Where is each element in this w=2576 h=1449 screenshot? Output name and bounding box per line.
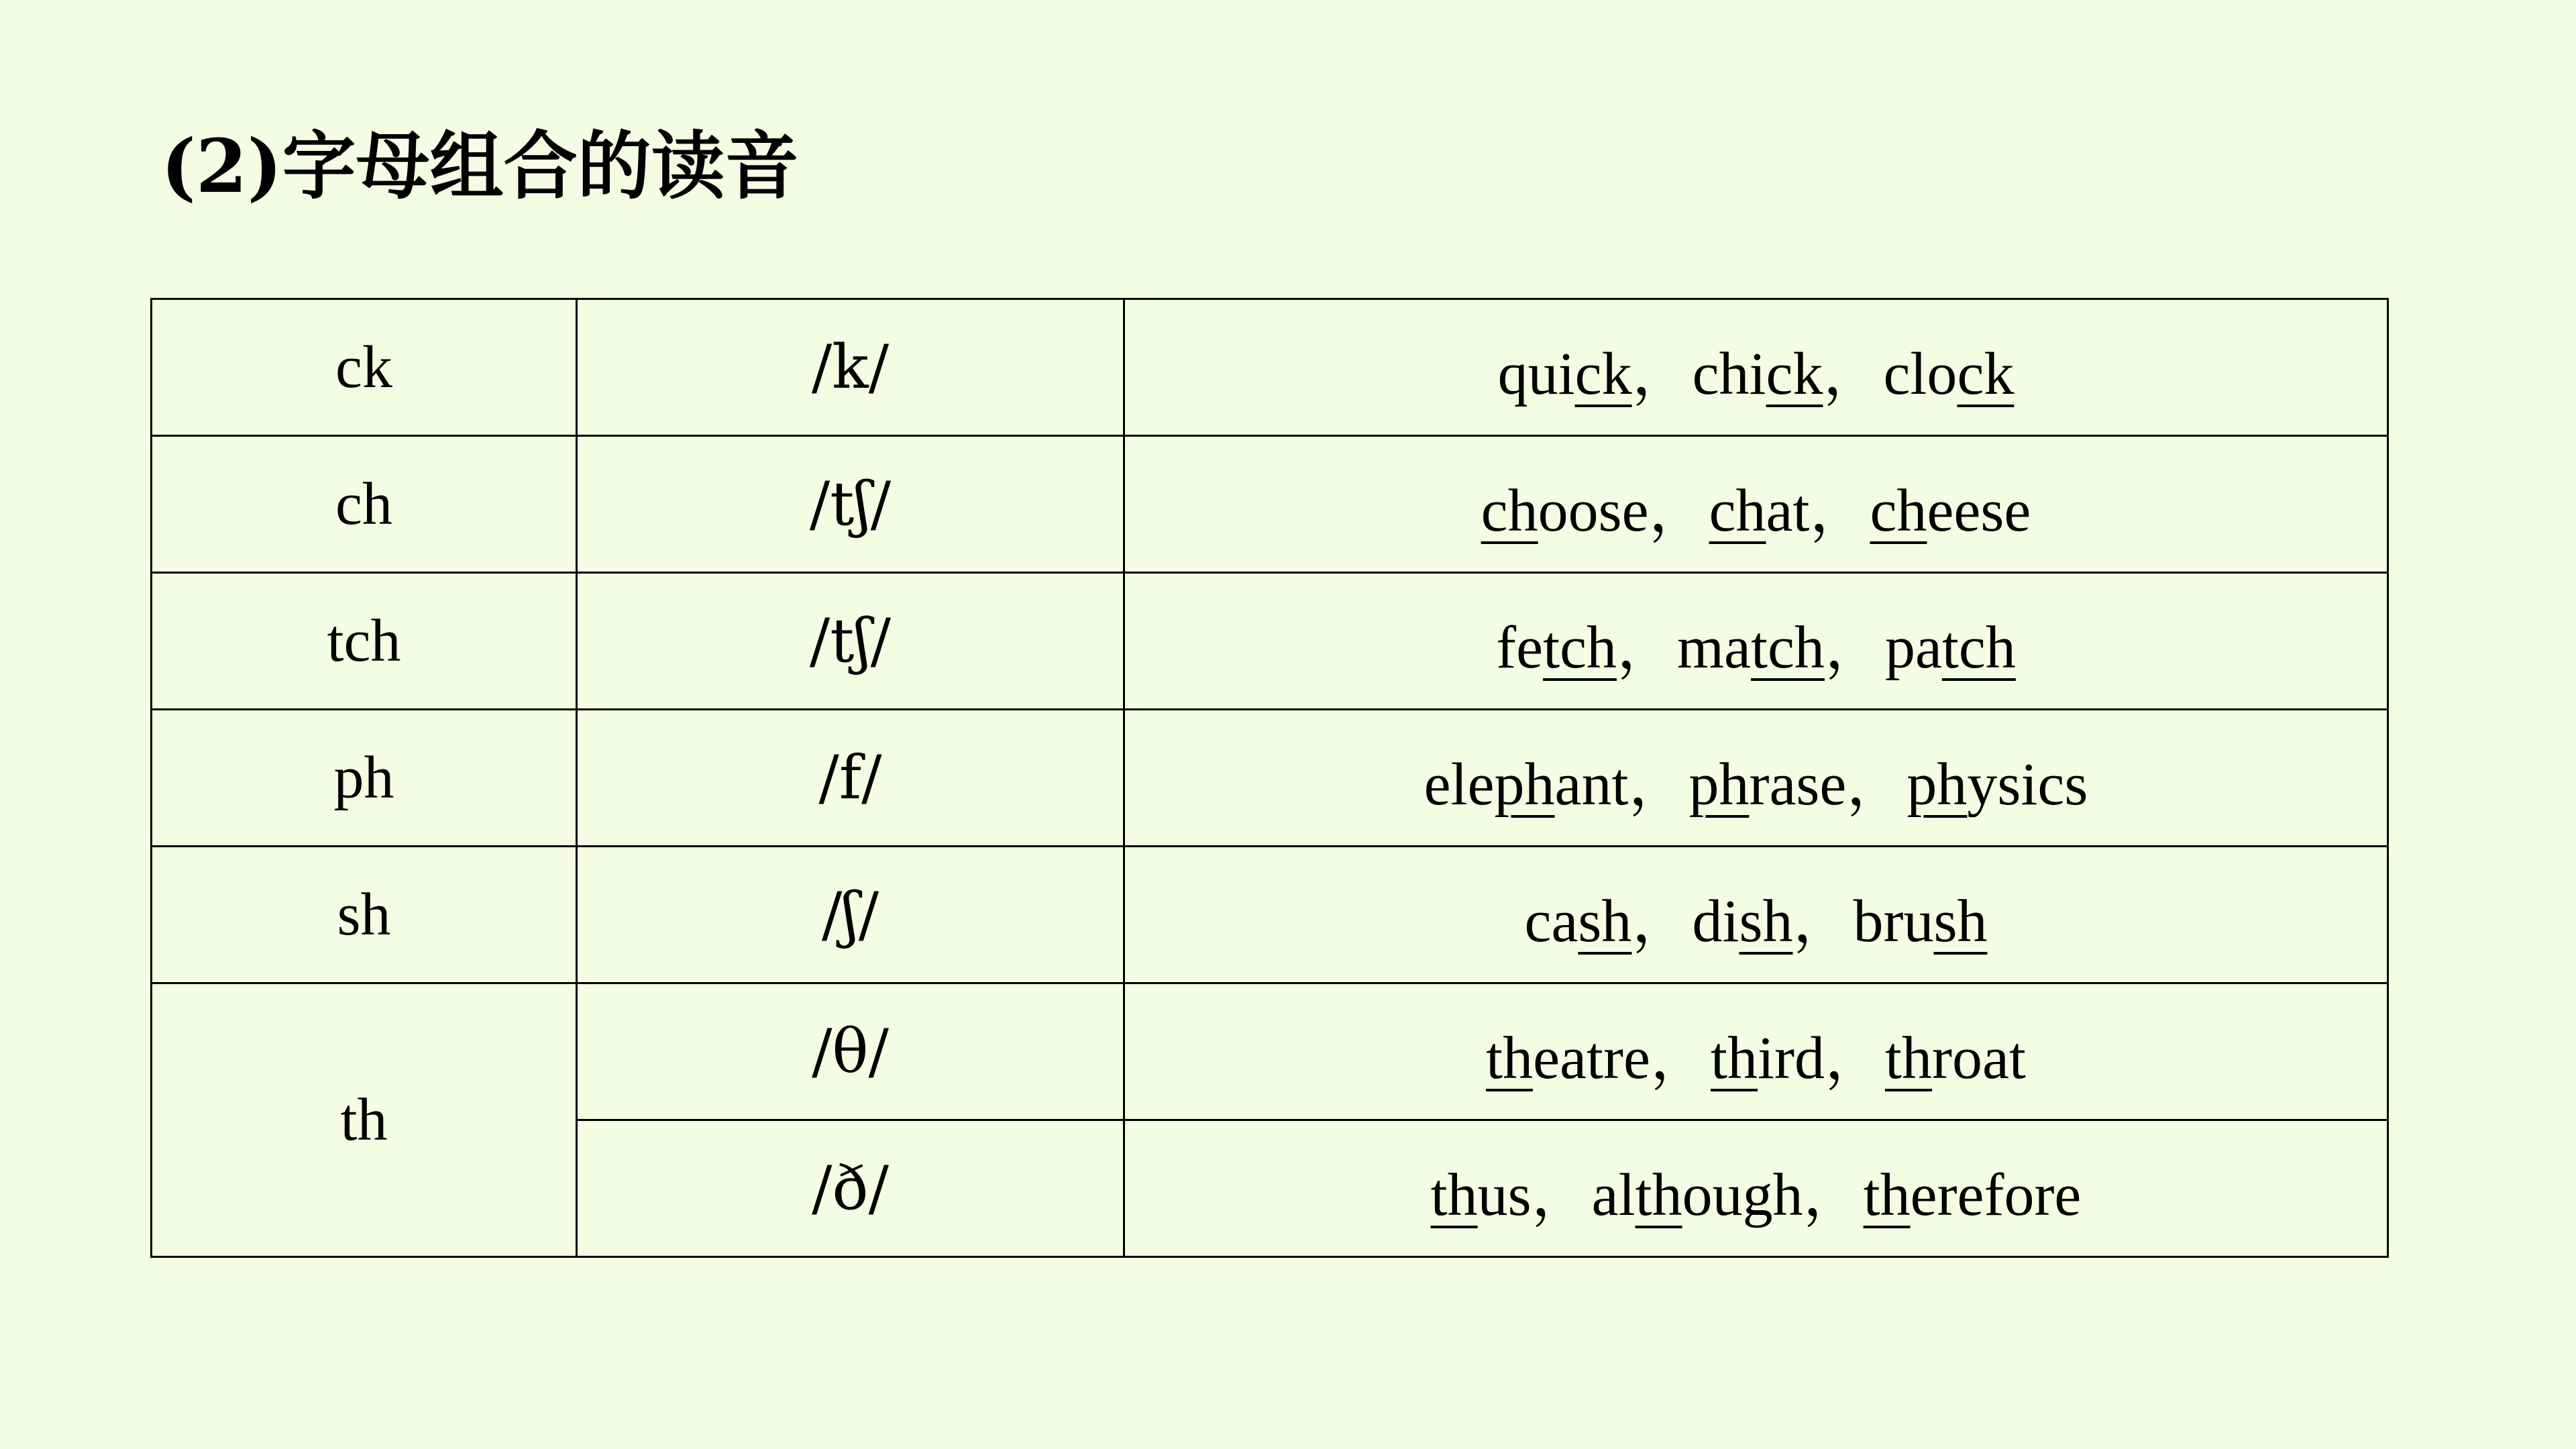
word-part: us <box>1477 1161 1532 1228</box>
letter-combination: tch <box>152 573 577 710</box>
example-word <box>1885 614 2016 681</box>
letter-combination: th <box>152 983 577 1257</box>
word-part: ysics <box>1967 751 2088 818</box>
example-word <box>1883 341 2014 407</box>
example-word <box>1711 1025 1825 1091</box>
letter-combination-table <box>150 298 2389 1258</box>
table-row <box>152 299 2388 436</box>
example-word <box>1907 751 2088 818</box>
phonetic-symbol: /tʃ/ <box>577 573 1124 710</box>
underlined-letters: sh <box>1933 888 1988 955</box>
word-separator: ， <box>1803 1161 1864 1228</box>
word-part: eatre <box>1533 1024 1650 1091</box>
example-word <box>1864 1162 2082 1228</box>
word-part: oose <box>1538 477 1649 544</box>
underlined-letters: th <box>1884 1024 1932 1091</box>
word-part: ant <box>1554 751 1629 818</box>
word-separator: ， <box>1650 1024 1711 1091</box>
example-words <box>1124 710 2388 847</box>
table-row <box>152 847 2388 983</box>
word-part: chi <box>1692 340 1766 407</box>
underlined-letters: ch <box>1709 477 1766 544</box>
underlined-letters: sh <box>1578 888 1632 955</box>
word-part: fe <box>1496 614 1544 681</box>
word-separator: ， <box>1824 614 1885 681</box>
example-word <box>1677 614 1825 681</box>
table-row <box>152 436 2388 573</box>
table-row <box>152 710 2388 847</box>
example-word <box>1498 341 1632 407</box>
word-separator: ， <box>1823 340 1884 407</box>
word-separator: ， <box>1631 888 1693 955</box>
letter-combination: ck <box>152 299 577 436</box>
phonetic-symbol: /f/ <box>577 710 1124 847</box>
word-separator: ， <box>1809 477 1870 544</box>
example-words <box>1124 847 2388 983</box>
example-words <box>1124 1120 2388 1257</box>
word-separator: ， <box>1631 340 1693 407</box>
word-part: clo <box>1883 340 1957 407</box>
word-part: bru <box>1853 888 1934 955</box>
underlined-letters: sh <box>1739 888 1793 955</box>
underlined-letters: tch <box>1941 614 2016 681</box>
word-part: ird <box>1757 1024 1825 1091</box>
example-words <box>1124 436 2388 573</box>
word-part: rase <box>1749 751 1847 818</box>
word-separator: ， <box>1617 614 1678 681</box>
word-part: pa <box>1884 614 1942 681</box>
example-word <box>1853 888 1987 955</box>
example-word <box>1692 888 1792 955</box>
underlined-letters: th <box>1430 1161 1478 1228</box>
example-word <box>1486 1025 1650 1091</box>
underlined-letters: ch <box>1870 477 1927 544</box>
word-part: at <box>1766 477 1810 544</box>
phonetic-symbol: /tʃ/ <box>577 436 1124 573</box>
table-row <box>152 573 2388 710</box>
word-part: ough <box>1682 1161 1803 1228</box>
word-part: roat <box>1931 1024 2026 1091</box>
phonetic-symbol: /θ/ <box>577 983 1124 1120</box>
letter-combination: ph <box>152 710 577 847</box>
example-word <box>1431 1162 1532 1228</box>
example-word <box>1525 888 1632 955</box>
underlined-letters: ck <box>1574 340 1632 407</box>
example-word <box>1592 1162 1803 1228</box>
word-part: ele <box>1424 751 1495 818</box>
underlined-letters: ch <box>1481 477 1538 544</box>
underlined-letters: ph <box>1688 751 1750 818</box>
table-row <box>152 983 2388 1120</box>
page-title: (2)字母组合的读音 <box>161 123 799 209</box>
word-part: al <box>1591 1161 1635 1228</box>
example-words <box>1124 299 2388 436</box>
word-part: ca <box>1524 888 1578 955</box>
word-separator: ， <box>1846 751 1907 818</box>
letter-combination: sh <box>152 847 577 983</box>
word-separator: ， <box>1824 1024 1885 1091</box>
example-word <box>1693 341 1823 407</box>
example-word <box>1424 751 1629 818</box>
underlined-letters: th <box>1863 1161 1911 1228</box>
phonetic-symbol: /ð/ <box>577 1120 1124 1257</box>
word-separator: ， <box>1648 477 1709 544</box>
underlined-letters: ph <box>1907 751 1968 818</box>
word-separator: ， <box>1628 751 1689 818</box>
underlined-letters: ck <box>1766 340 1823 407</box>
underlined-letters: th <box>1635 1161 1682 1228</box>
underlined-letters: ph <box>1494 751 1555 818</box>
example-word <box>1688 751 1846 818</box>
example-word <box>1709 478 1810 544</box>
phonetic-symbol: /ʃ/ <box>577 847 1124 983</box>
example-word <box>1481 478 1649 544</box>
example-word <box>1870 478 2031 544</box>
underlined-letters: tch <box>1543 614 1617 681</box>
word-part: erefore <box>1910 1161 2082 1228</box>
word-separator: ， <box>1531 1161 1592 1228</box>
word-part: eese <box>1927 477 2031 544</box>
letter-combination: ch <box>152 436 577 573</box>
underlined-letters: th <box>1710 1024 1758 1091</box>
underlined-letters: tch <box>1750 614 1825 681</box>
example-word <box>1885 1025 2026 1091</box>
word-part: di <box>1692 888 1739 955</box>
word-separator: ， <box>1792 888 1854 955</box>
underlined-letters: th <box>1486 1024 1534 1091</box>
word-part: qui <box>1497 340 1575 407</box>
example-words <box>1124 573 2388 710</box>
underlined-letters: ck <box>1957 340 2015 407</box>
word-part: ma <box>1677 614 1751 681</box>
phonetic-symbol: /k/ <box>577 299 1124 436</box>
example-word <box>1496 614 1617 681</box>
example-words <box>1124 983 2388 1120</box>
